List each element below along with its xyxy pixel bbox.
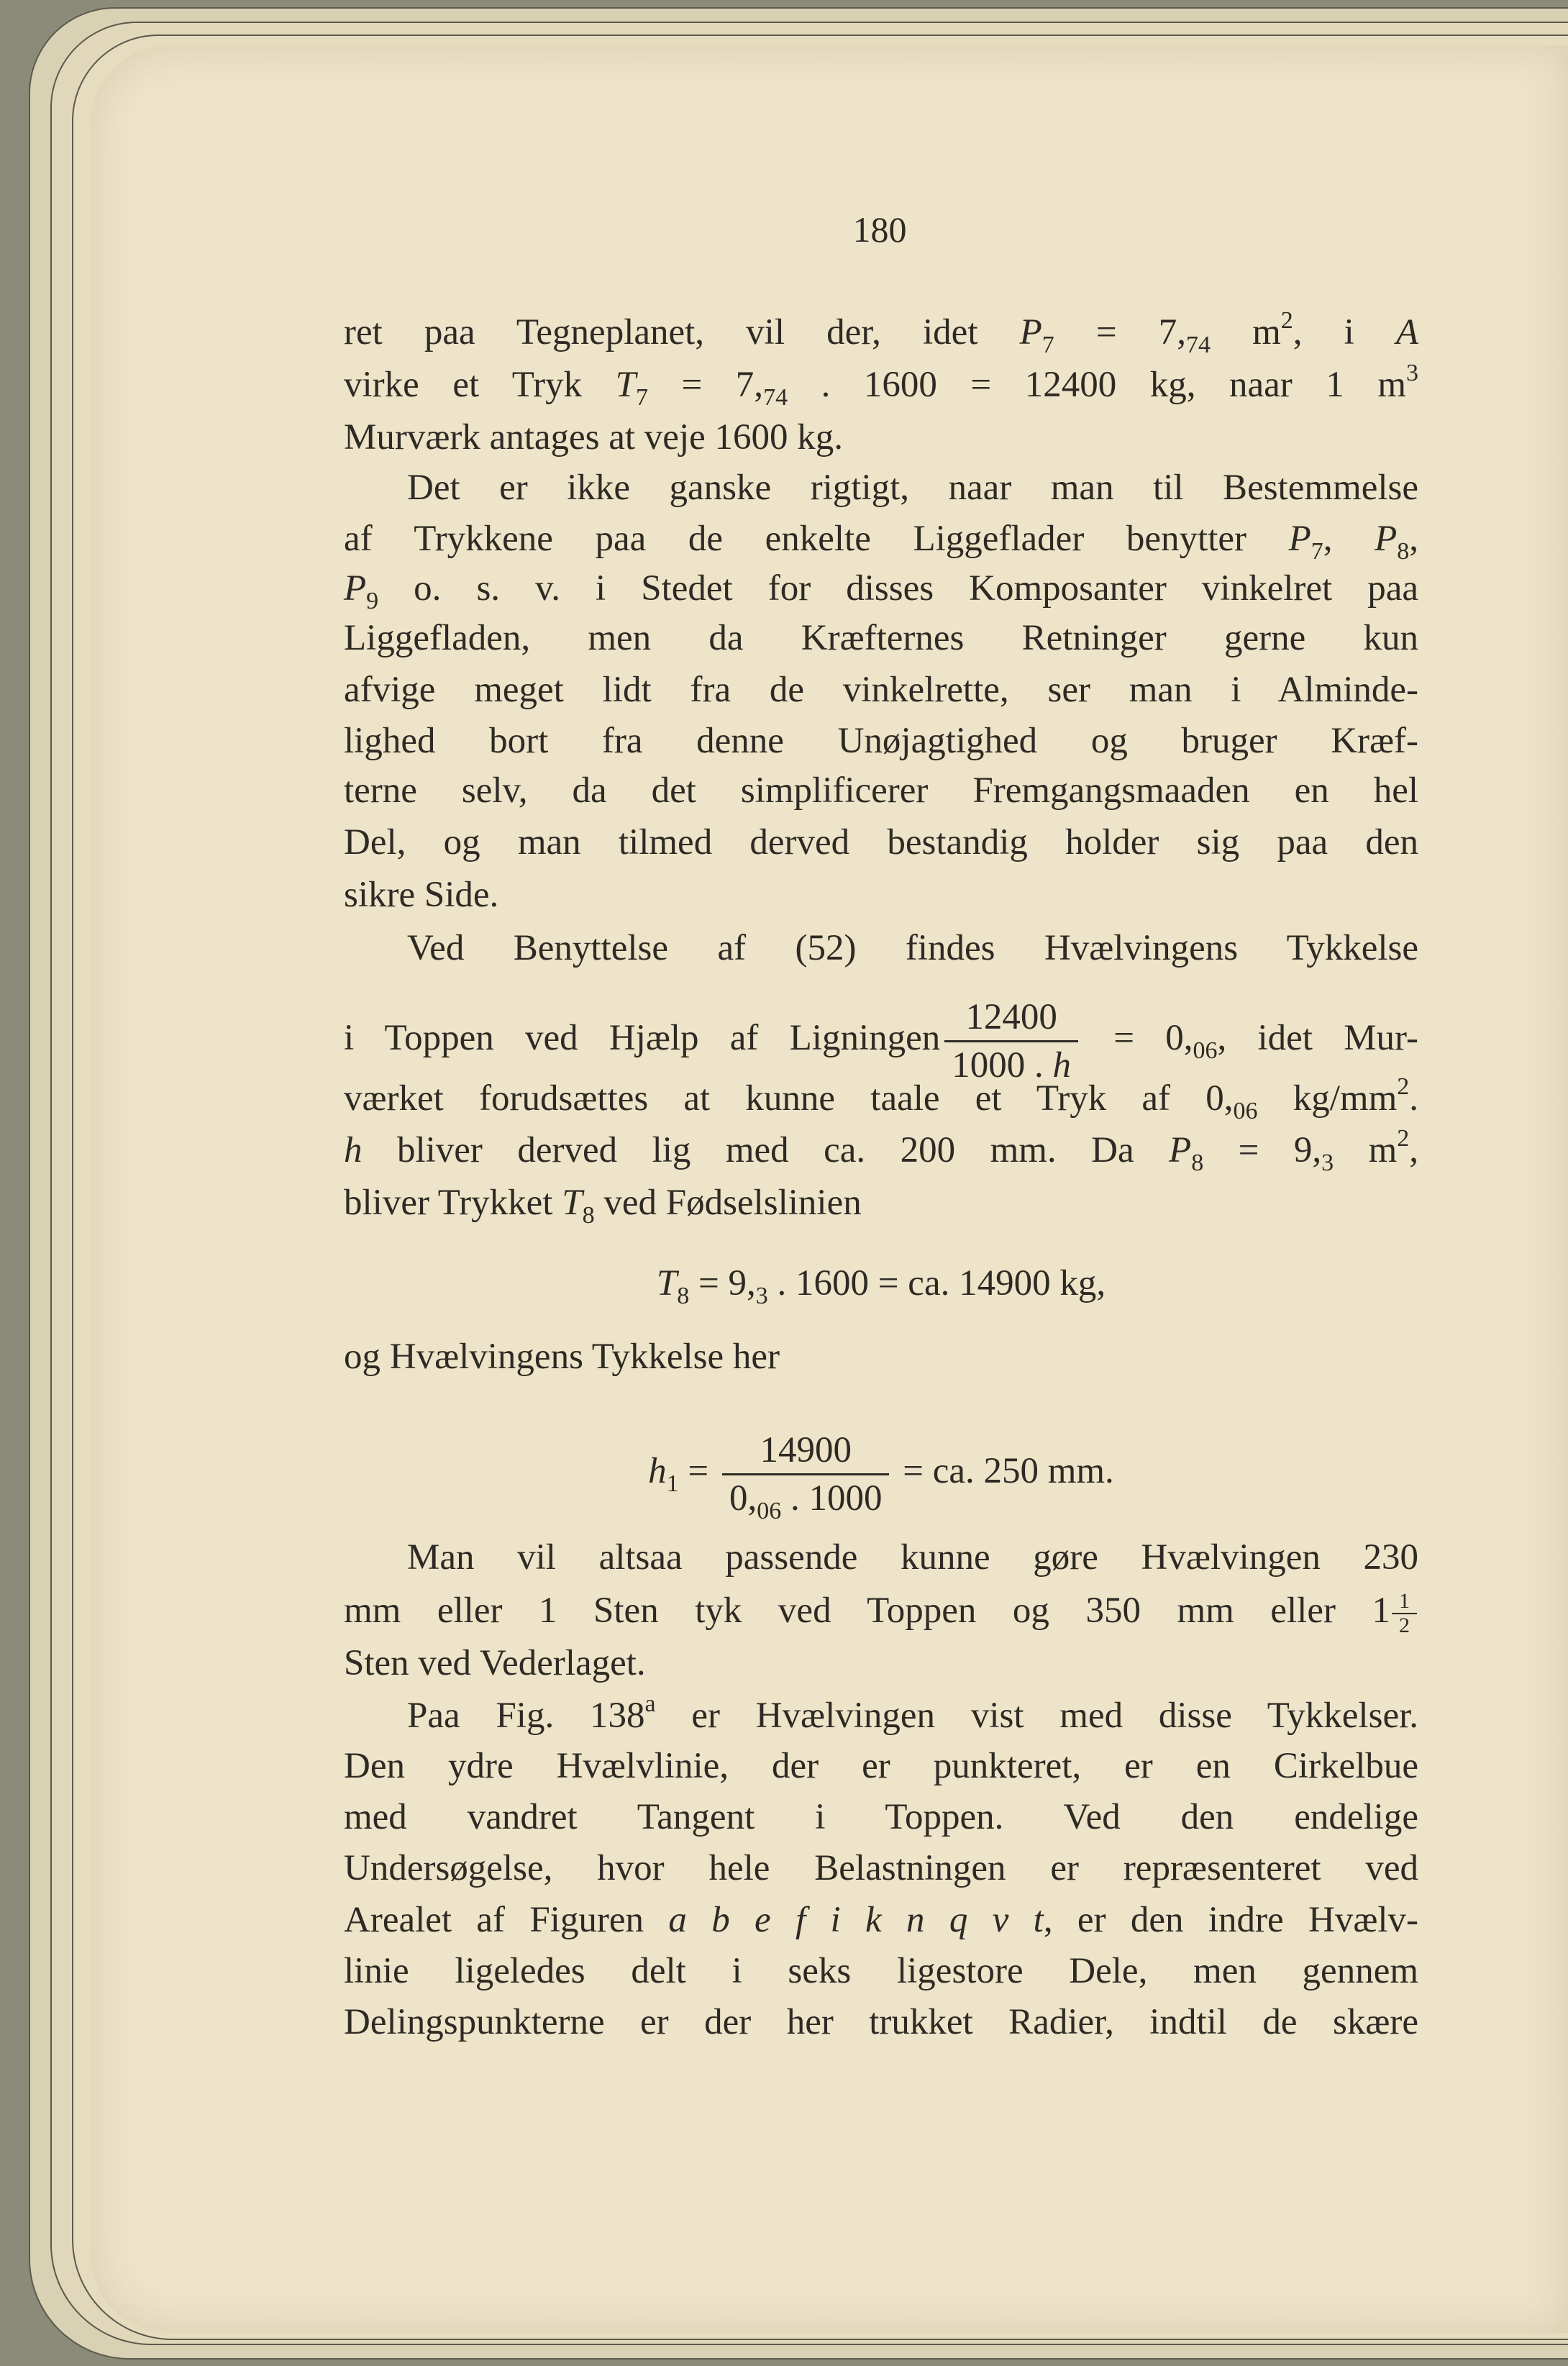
- superscript: 2: [1280, 307, 1293, 334]
- text-run: . 1000: [781, 1478, 883, 1519]
- subscript: 7: [1311, 538, 1323, 565]
- text-run: .: [1409, 1078, 1418, 1119]
- text-line: [344, 1637, 1418, 1689]
- text-line: [344, 563, 1418, 614]
- math-variable: P: [1169, 1130, 1192, 1170]
- text-run: terne selv, da det simplificerer Fremgangsmaaden en hel: [344, 770, 1418, 811]
- math-variable: T: [615, 365, 636, 405]
- text-line: [344, 869, 1418, 921]
- superscript: 2: [1397, 1073, 1410, 1100]
- text-run: = ca. 250 mm.: [893, 1451, 1114, 1492]
- subscript: 7: [635, 384, 648, 411]
- text-run: 1000 .: [952, 1045, 1053, 1086]
- text-run: linie ligeledes delt i seks ligestore Dele, men gennem: [344, 1951, 1418, 1991]
- math-variable: P: [344, 568, 367, 609]
- text-run: og Hvælvingens Tykkelse her: [344, 1337, 780, 1377]
- text-line: [344, 411, 1418, 463]
- text-line: [344, 612, 1418, 664]
- text-line: [344, 306, 1418, 358]
- text-line: [344, 1842, 1418, 1894]
- text-run: , idet Mur-: [1217, 1018, 1418, 1059]
- text-run: ,: [1323, 519, 1375, 559]
- subscript: 06: [757, 1498, 782, 1524]
- text-run: . 1600 = ca. 14900 kg,: [767, 1263, 1106, 1303]
- text-run: Det er ikke ganske rigtigt, naar man til Bestemmelse: [407, 468, 1418, 508]
- text-run: m: [1210, 312, 1281, 352]
- text-run: ,: [1409, 1130, 1419, 1170]
- math-variable: a b e f i k n q v t: [668, 1900, 1044, 1940]
- math-variable: A: [1395, 312, 1419, 352]
- fraction-numerator: 12400: [965, 997, 1057, 1037]
- fraction-denominator: [1392, 1613, 1417, 1637]
- text-run: = 9,: [689, 1263, 756, 1303]
- text-run: Delingspunkterne er der her trukket Radier, indtil de skære: [344, 2002, 1418, 2042]
- math-variable: h: [648, 1451, 667, 1492]
- text-run: Man vil altsaa passende kunne gøre Hvælvingen 230: [407, 1537, 1418, 1578]
- subscript: 74: [1185, 332, 1211, 358]
- text-run: 2: [1399, 1614, 1410, 1638]
- text-run: = 7,: [1054, 312, 1186, 352]
- text-run: mm eller 1 Sten tyk ved Toppen og 350 mm eller 1: [344, 1591, 1390, 1631]
- text-line: [344, 1996, 1418, 2048]
- equation-line: [344, 1257, 1418, 1309]
- text-run: er Hvælvingen vist med disse Tykkelser.: [655, 1696, 1419, 1736]
- text-line: [344, 1740, 1418, 1792]
- text-line: [344, 994, 1418, 1086]
- text-run: med vandret Tangent i Toppen. Ved den endelige: [344, 1797, 1418, 1837]
- fraction: [722, 1427, 890, 1524]
- subscript: 06: [1193, 1037, 1218, 1065]
- subscript: 8: [1191, 1150, 1204, 1176]
- subscript: 8: [1397, 538, 1410, 565]
- text-run: ret paa Tegneplanet, vil der, idet: [344, 312, 1020, 352]
- text-line: [344, 1073, 1418, 1124]
- text-run: , er den indre Hvælv-: [1043, 1900, 1418, 1940]
- text-run: bliver Trykket: [344, 1183, 562, 1223]
- math-variable: h: [344, 1130, 363, 1170]
- text-run: Den ydre Hvælvlinie, der er punkteret, er en Cirkelbue: [344, 1746, 1418, 1786]
- text-line: [344, 1690, 1418, 1742]
- fraction: [1392, 1590, 1417, 1637]
- text-line: [344, 1177, 1418, 1229]
- text-run: =: [678, 1451, 718, 1492]
- text-run: ved Fødselslinien: [594, 1183, 862, 1223]
- subscript: 3: [755, 1283, 768, 1309]
- superscript: 3: [1406, 360, 1418, 386]
- text-run: . 1600 = 12400 kg, naar 1 m: [788, 365, 1406, 405]
- text-line: [344, 1124, 1418, 1176]
- math-variable: T: [562, 1183, 583, 1223]
- superscript: 2: [1397, 1125, 1410, 1152]
- text-run: lighed bort fra denne Unøjagtighed og bruger Kræf-: [344, 721, 1418, 761]
- text-line: [344, 1791, 1418, 1843]
- text-run: Murværk antages at veje 1600 kg.: [344, 417, 844, 458]
- text-line: [344, 359, 1418, 411]
- subscript: 7: [1041, 332, 1054, 358]
- text-run: Undersøgelse, hvor hele Belastningen er repræsenteret ved: [344, 1848, 1418, 1888]
- subscript: 06: [1233, 1098, 1258, 1124]
- text-run: 0,: [729, 1478, 757, 1519]
- text-line: [344, 715, 1418, 767]
- subscript: 8: [582, 1202, 595, 1229]
- subscript: 74: [763, 384, 788, 411]
- text-run: m: [1334, 1130, 1398, 1170]
- text-run: værket forudsættes at kunne taale et Tryk af 0,: [344, 1078, 1234, 1119]
- text-line: [344, 513, 1418, 565]
- equation-line: [344, 1427, 1418, 1524]
- text-line: [344, 664, 1418, 716]
- text-run: kg/mm: [1257, 1078, 1398, 1119]
- page-number: 180: [852, 209, 907, 250]
- text-run: Liggefladen, men da Kræfternes Retninger gerne kun: [344, 618, 1418, 658]
- subscript: 1: [666, 1470, 679, 1498]
- fraction-numerator: 1: [1399, 1589, 1410, 1614]
- text-run: Sten ved Vederlaget.: [344, 1643, 646, 1683]
- text-run: bliver derved lig med ca. 200 mm. Da: [362, 1130, 1170, 1170]
- text-run: o. s. v. i Stedet for disses Komposanter vinkelret paa: [378, 568, 1418, 609]
- text-line: [344, 462, 1418, 514]
- math-variable: P: [1019, 312, 1042, 352]
- text-run: ,: [1409, 519, 1418, 559]
- text-line: [344, 1945, 1418, 1997]
- superscript: a: [644, 1691, 656, 1717]
- text-run: afvige meget lidt fra de vinkelrette, ser man i Alminde-: [344, 670, 1418, 710]
- text-run: = 9,: [1203, 1130, 1322, 1170]
- text-run: sikre Side.: [344, 875, 499, 915]
- subscript: 8: [677, 1283, 690, 1309]
- text-run: Arealet af Figuren: [344, 1900, 669, 1940]
- fraction-denominator: [722, 1473, 890, 1524]
- text-run: = 0,: [1082, 1018, 1193, 1059]
- text-run: virke et Tryk: [344, 365, 616, 405]
- math-variable: T: [656, 1263, 678, 1303]
- text-run: Paa Fig. 138: [407, 1696, 645, 1736]
- text-line: [344, 1331, 1418, 1383]
- subscript: 3: [1321, 1150, 1334, 1176]
- text-run: Del, og man tilmed derved bestandig holder sig paa den: [344, 822, 1418, 863]
- math-variable: h: [1052, 1045, 1071, 1086]
- text-line: [344, 816, 1418, 868]
- text-line: [344, 765, 1418, 816]
- subscript: 9: [366, 588, 379, 614]
- text-line: [344, 1532, 1418, 1583]
- fraction-numerator: 14900: [760, 1430, 852, 1470]
- text-run: = 7,: [647, 365, 764, 405]
- math-variable: P: [1288, 519, 1311, 559]
- text-line: [344, 922, 1418, 974]
- text-run: i Toppen ved Hjælp af Ligningen: [344, 1018, 941, 1059]
- math-variable: P: [1375, 519, 1398, 559]
- text-line: [344, 1894, 1418, 1946]
- text-run: , i: [1293, 312, 1396, 352]
- text-run: Ved Benyttelse af (52) findes Hvælvingens Tykkelse: [407, 928, 1418, 968]
- text-run: af Trykkene paa de enkelte Liggeflader benytter: [344, 519, 1289, 559]
- text-line: [344, 1585, 1418, 1637]
